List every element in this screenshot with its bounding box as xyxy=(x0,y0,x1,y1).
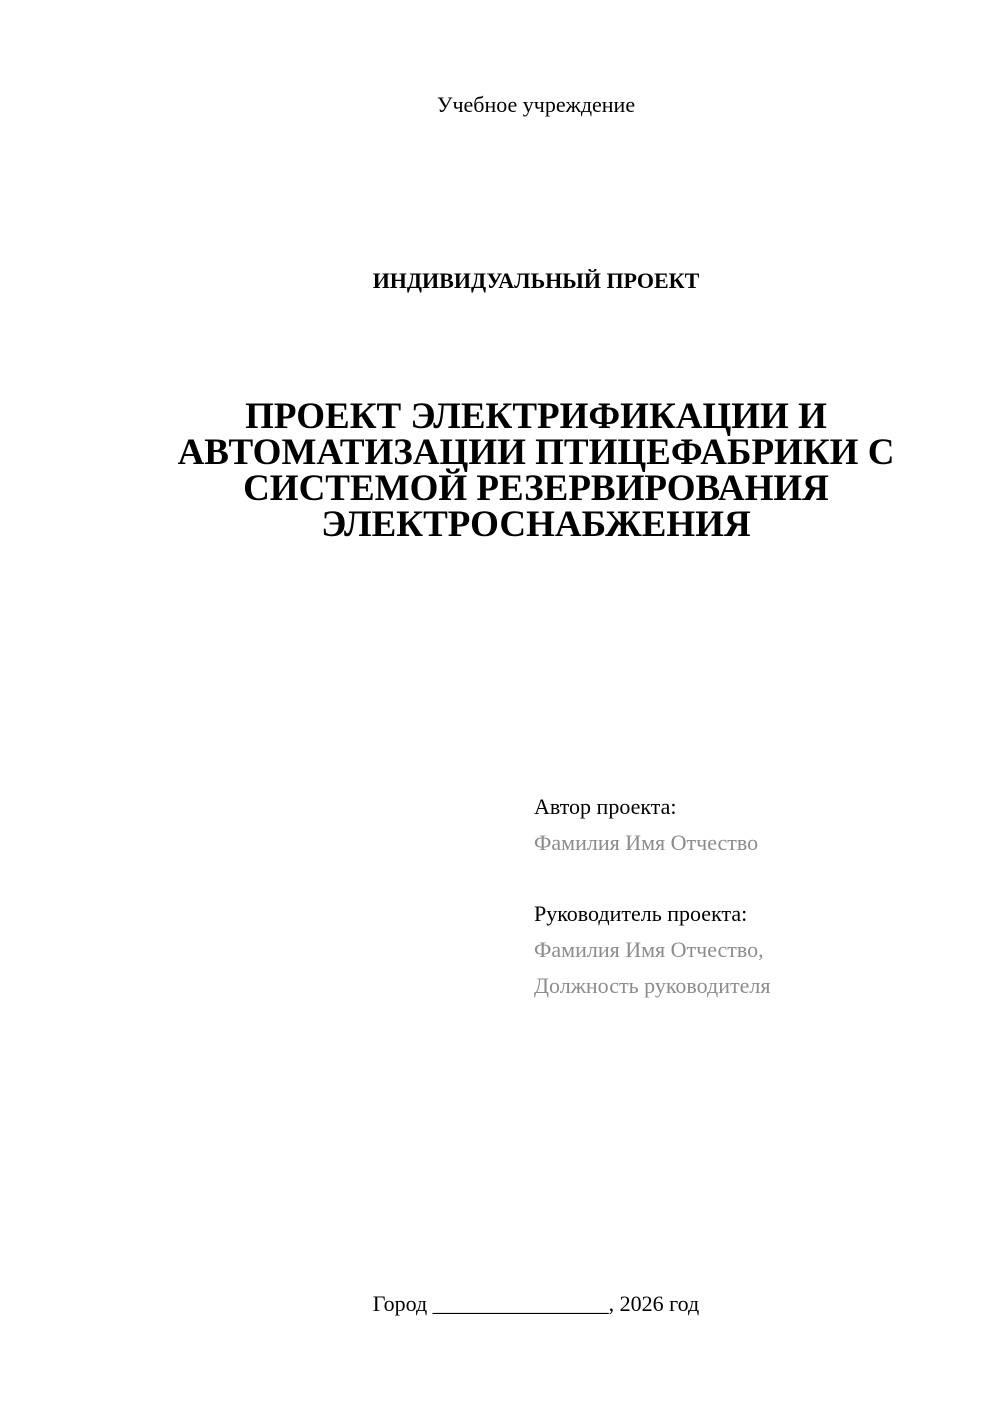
project-type-heading: ИНДИВИДУАЛЬНЫЙ ПРОЕКТ xyxy=(372,268,700,293)
city-year-line: Город ________________, 2026 год xyxy=(372,1291,700,1316)
project-title xyxy=(120,396,952,545)
project-title-line: ЭЛЕКТРОСНАБЖЕНИЯ xyxy=(321,504,751,545)
institution-name: Учебное учреждение xyxy=(436,92,636,117)
credits-spacer xyxy=(534,861,974,896)
project-title-line: ПРОЕКТ ЭЛЕКТРИФИКАЦИИ И xyxy=(245,396,827,437)
author-label: Автор проекта: xyxy=(534,794,677,819)
supervisor-position: Должность руководителя xyxy=(534,973,771,998)
project-title-line: СИСТЕМОЙ РЕЗЕРВИРОВАНИЯ xyxy=(243,468,829,509)
project-title-line: АВТОМАТИЗАЦИИ ПТИЦЕФАБРИКИ С xyxy=(177,432,895,473)
supervisor-name: Фамилия Имя Отчество, xyxy=(534,937,764,962)
credits-block xyxy=(534,789,974,1004)
supervisor-label: Руководитель проекта: xyxy=(534,901,748,926)
author-name: Фамилия Имя Отчество xyxy=(534,830,759,855)
